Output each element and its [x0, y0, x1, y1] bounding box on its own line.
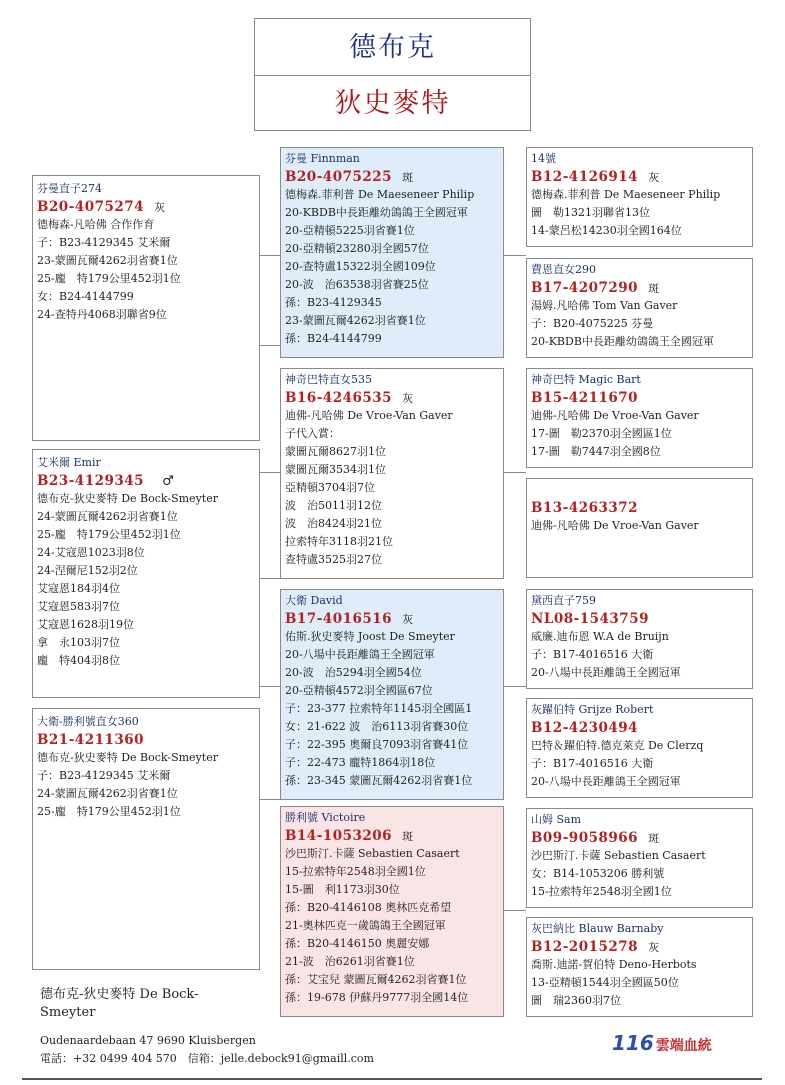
dam-dam-card[interactable] — [280, 806, 504, 1017]
cloud-pedigree-logo — [612, 1031, 712, 1056]
subject-ring: B23-4129345 — [37, 473, 145, 489]
dam-card[interactable] — [32, 708, 260, 970]
dam-sire-ring: B17-4016516 — [285, 611, 393, 627]
record-line: 20-亞精頓23280羽全國57位 — [285, 242, 429, 255]
dam-dam-header: 勝利號 Victoire — [285, 811, 366, 824]
logo-number: 116 — [612, 1031, 654, 1055]
subject-card[interactable] — [32, 449, 260, 698]
connector-line — [260, 578, 280, 579]
connector-line — [260, 345, 280, 346]
record-line: 湯姆.凡哈佛 Tom Van Gaver — [531, 299, 678, 312]
subject-lines — [37, 490, 259, 670]
record-line: 20-八場中長距離鴿王全國冠軍 — [531, 666, 681, 679]
record-line: 巴特＆躍伯特.德克萊克 De Clerzq — [531, 739, 704, 752]
record-line: 21-波 治6261羽省賽1位 — [285, 955, 415, 968]
record-line: 子：B23-4129345 艾米爾 — [37, 769, 171, 782]
sss-color: 灰 — [648, 171, 660, 184]
dds-lines — [531, 847, 752, 901]
ssd-header: 費恩直女290 — [531, 263, 596, 276]
sire-sire-header: 芬曼 Finnman — [285, 152, 360, 165]
dam-lines — [37, 749, 259, 821]
record-line: 沙巴斯汀.卡薩 Sebastien Casaert — [285, 847, 460, 860]
record-line: 17-圖 勒7447羽全國8位 — [531, 445, 661, 458]
record-line: 13-亞精頓1544羽全國區50位 — [531, 976, 679, 989]
record-line: 20-波 治5294羽全國54位 — [285, 666, 422, 679]
record-line: 孫：艾宝兒 蒙圖瓦爾4262羽省賽1位 — [285, 973, 467, 986]
sire-dam-header: 神奇巴特直女535 — [285, 373, 372, 386]
dam-sire-header: 大衛 David — [285, 594, 343, 607]
dss-lines — [531, 628, 752, 682]
sire-ring: B20-4075274 — [37, 199, 145, 215]
record-line: 圖 勒1321羽聯省13位 — [531, 206, 650, 219]
sire-lines — [37, 216, 259, 324]
record-line: 女：21-622 波 治6113羽省賽30位 — [285, 720, 469, 733]
record-line: 德梅森-凡哈佛 合作作育 — [37, 218, 155, 231]
subject-sex-icon: ♂ — [162, 474, 174, 489]
record-line: 孫：23-345 蒙圖瓦爾4262羽省賽1位 — [285, 774, 473, 787]
record-line: 17-圖 勒2370羽全國區1位 — [531, 427, 672, 440]
connector-line — [504, 910, 526, 911]
connector-line — [504, 255, 526, 256]
dam-header: 大衛-勝利號直女360 — [37, 715, 139, 728]
sire-dam-color: 灰 — [402, 392, 414, 405]
sire-dam-card[interactable] — [280, 368, 504, 579]
sire-sire-lines — [285, 186, 503, 348]
ssd-lines — [531, 297, 752, 351]
record-line: 德布克-狄史麥特 De Bock-Smeyter — [37, 751, 218, 764]
sdd-card[interactable] — [526, 478, 753, 578]
dds-color: 斑 — [648, 832, 660, 845]
dds-card[interactable] — [526, 808, 753, 908]
sire-sire-color: 斑 — [402, 171, 414, 184]
record-line: 子：23-377 拉索特年1145羽全國區1 — [285, 702, 473, 715]
record-line: 沙巴斯汀.卡薩 Sebastien Casaert — [531, 849, 706, 862]
record-line: 25-龐 特179公里452羽1位 — [37, 805, 181, 818]
dsd-lines — [531, 737, 752, 791]
sire-sire-ring: B20-4075225 — [285, 169, 393, 185]
record-line: 子：22-395 奧爾良7093羽省賽41位 — [285, 738, 469, 751]
record-line: 圖 瑞2360羽7位 — [531, 994, 621, 1007]
ddd-ring: B12-2015278 — [531, 939, 639, 955]
breeder-address: Oudenaardebaan 47 9690 Kluisbergen — [40, 1034, 256, 1047]
sss-lines — [531, 186, 752, 240]
dsd-card[interactable] — [526, 698, 753, 798]
record-line: 20-八場中長距離鴿王全國冠軍 — [285, 648, 435, 661]
record-line: 24-蒙圖瓦爾4262羽省賽1位 — [37, 787, 178, 800]
record-line: 波 治8424羽21位 — [285, 517, 382, 530]
dam-dam-lines — [285, 845, 503, 1007]
record-line: 20-查特盧15322羽全國109位 — [285, 260, 436, 273]
record-line: 21-奧林匹克一歲鴿鴿王全國冠軍 — [285, 919, 446, 932]
dsd-ring: B12-4230494 — [531, 720, 639, 736]
record-line: 威廉.迪布恩 W.A de Bruijn — [531, 630, 669, 643]
sss-ring: B12-4126914 — [531, 169, 639, 185]
connector-line — [260, 686, 280, 687]
record-line: 蒙圖瓦爾3534羽1位 — [285, 463, 386, 476]
record-line: 子：B17-4016516 大衛 — [531, 757, 654, 770]
sds-card[interactable] — [526, 368, 753, 468]
record-line: 德梅森.菲利普 De Maeseneer Philip — [285, 188, 475, 201]
record-line: 20-亞精頓5225羽省賽1位 — [285, 224, 415, 237]
record-line: 艾寇恩184羽4位 — [37, 582, 120, 595]
sire-dam-ring: B16-4246535 — [285, 390, 393, 406]
ddd-lines — [531, 956, 752, 1010]
subject-header: 艾米爾 Emir — [37, 456, 101, 469]
record-line: 子：22-473 龐特1864羽18位 — [285, 756, 436, 769]
breeder-name: 德布克-狄史麥特 De Bock-Smeyter — [40, 987, 199, 1020]
record-line: 子代入賞： — [285, 427, 340, 440]
record-line: 20-KBDB中長距離幼鴿鴿王全國冠軍 — [531, 335, 714, 348]
record-line: 子：B17-4016516 大衛 — [531, 648, 654, 661]
record-line: 亞精頓3704羽7位 — [285, 481, 375, 494]
record-line: 龐 特404羽8位 — [37, 654, 120, 667]
connector-line — [504, 472, 526, 473]
logo-text: 雲端血統 — [655, 1038, 712, 1054]
record-line: 15-圖 利1173羽30位 — [285, 883, 400, 896]
sire-sire-card[interactable] — [280, 147, 504, 358]
record-line: 孫：B24-4144799 — [285, 332, 382, 345]
record-line: 24-涅爾尼152羽2位 — [37, 564, 138, 577]
record-line: 20-KBDB中長距離幼鴿鴿王全國冠軍 — [285, 206, 468, 219]
record-line: 24-查特丹4068羽聯省9位 — [37, 308, 167, 321]
title-box — [254, 18, 531, 131]
ddd-color: 灰 — [648, 941, 660, 954]
breeder-contact — [40, 1032, 374, 1068]
record-line: 20-波 治63538羽省賽25位 — [285, 278, 429, 291]
mother-loft-name: 狄史麥特 — [334, 88, 451, 119]
record-line: 25-龐 特179公里452羽1位 — [37, 272, 181, 285]
ddd-card[interactable] — [526, 917, 753, 1017]
record-line: 子：B20-4075225 芬曼 — [531, 317, 654, 330]
record-line: 波 治5011羽12位 — [285, 499, 382, 512]
dam-sire-color: 灰 — [402, 613, 414, 626]
record-line: 14-蒙呂松14230羽全國164位 — [531, 224, 682, 237]
sdd-ring: B13-4263372 — [531, 500, 639, 516]
dam-sire-card[interactable] — [280, 589, 504, 800]
ssd-card[interactable] — [526, 258, 753, 358]
record-line: 孫：19-678 伊蘇丹9777羽全國14位 — [285, 991, 469, 1004]
record-line: 迪佛-凡哈佛 De Vroe-Van Gaver — [285, 409, 453, 422]
record-line: 孫：B20-4146150 奧麗安娜 — [285, 937, 430, 950]
ssd-color: 斑 — [648, 282, 660, 295]
sire-card[interactable] — [32, 175, 260, 441]
record-line: 24-艾寇恩1023羽8位 — [37, 546, 145, 559]
breeder-phone-email: 電話：+32 0499 404 570 信箱：jelle.debock91@gmaill.com — [40, 1052, 374, 1065]
connector-line — [504, 686, 526, 687]
record-line: 女：B24-4144799 — [37, 290, 134, 303]
connector-line — [260, 255, 280, 256]
sire-color: 灰 — [154, 201, 166, 214]
record-line: 德布克-狄史麥特 De Bock-Smeyter — [37, 492, 218, 505]
dam-dam-color: 斑 — [402, 830, 414, 843]
record-line: 20-八場中長距離鴿王全國冠軍 — [531, 775, 681, 788]
record-line: 子：B23-4129345 艾米爾 — [37, 236, 171, 249]
record-line: 佑斯.狄史麥特 Joost De Smeyter — [285, 630, 455, 643]
sss-card[interactable] — [526, 147, 753, 247]
sire-header: 芬曼直子274 — [37, 182, 102, 195]
record-line: 德梅森.菲利普 De Maeseneer Philip — [531, 188, 721, 201]
sdd-lines — [531, 517, 752, 535]
ssd-ring: B17-4207290 — [531, 280, 639, 296]
record-line: 20-亞精頓4572羽全國區67位 — [285, 684, 433, 697]
record-line: 孫：B20-4146108 奧林匹克希望 — [285, 901, 452, 914]
dds-header: 山姆 Sam — [531, 813, 582, 826]
sire-dam-lines — [285, 407, 503, 569]
sss-header: 14號 — [531, 152, 556, 165]
record-line: 艾寇恩1628羽19位 — [37, 618, 134, 631]
record-line: 拉索特年3118羽21位 — [285, 535, 393, 548]
dam-sire-lines — [285, 628, 503, 790]
dsd-header: 灰躍伯特 Grijze Robert — [531, 703, 654, 716]
footer-divider — [22, 1078, 762, 1080]
sds-ring: B15-4211670 — [531, 390, 639, 406]
record-line: 拿 永103羽7位 — [37, 636, 120, 649]
dam-ring: B21-4211360 — [37, 732, 145, 748]
record-line: 23-蒙圖瓦爾4262羽省賽1位 — [37, 254, 178, 267]
record-line: 孫：B23-4129345 — [285, 296, 382, 309]
record-line: 25-龐 特179公里452羽1位 — [37, 528, 181, 541]
record-line: 迪佛-凡哈佛 De Vroe-Van Gaver — [531, 409, 699, 422]
record-line: 24-蒙圖瓦爾4262羽省賽1位 — [37, 510, 178, 523]
father-loft-name: 德布克 — [255, 19, 530, 76]
sds-lines — [531, 407, 752, 461]
dss-header: 黛西直子759 — [531, 594, 596, 607]
record-line: 查特盧3525羽27位 — [285, 553, 382, 566]
ddd-header: 灰巴納比 Blauw Barnaby — [531, 922, 664, 935]
record-line: 迪佛-凡哈佛 De Vroe-Van Gaver — [531, 519, 699, 532]
dds-ring: B09-9058966 — [531, 830, 639, 846]
record-line: 15-拉索特年2548羽全國1位 — [285, 865, 426, 878]
record-line: 喬斯.迪諾-賀伯特 Deno-Herbots — [531, 958, 697, 971]
connector-line — [260, 472, 280, 473]
sds-header: 神奇巴特 Magic Bart — [531, 373, 641, 386]
connector-line — [260, 799, 280, 800]
dss-card[interactable] — [526, 589, 753, 689]
record-line: 女：B14-1053206 勝利號 — [531, 867, 665, 880]
record-line: 艾寇恩583羽7位 — [37, 600, 120, 613]
dss-ring: NL08-1543759 — [531, 611, 649, 627]
record-line: 15-拉索特年2548羽全國1位 — [531, 885, 672, 898]
dam-dam-ring: B14-1053206 — [285, 828, 393, 844]
record-line: 蒙圖瓦爾8627羽1位 — [285, 445, 386, 458]
record-line: 23-蒙圖瓦爾4262羽省賽1位 — [285, 314, 426, 327]
